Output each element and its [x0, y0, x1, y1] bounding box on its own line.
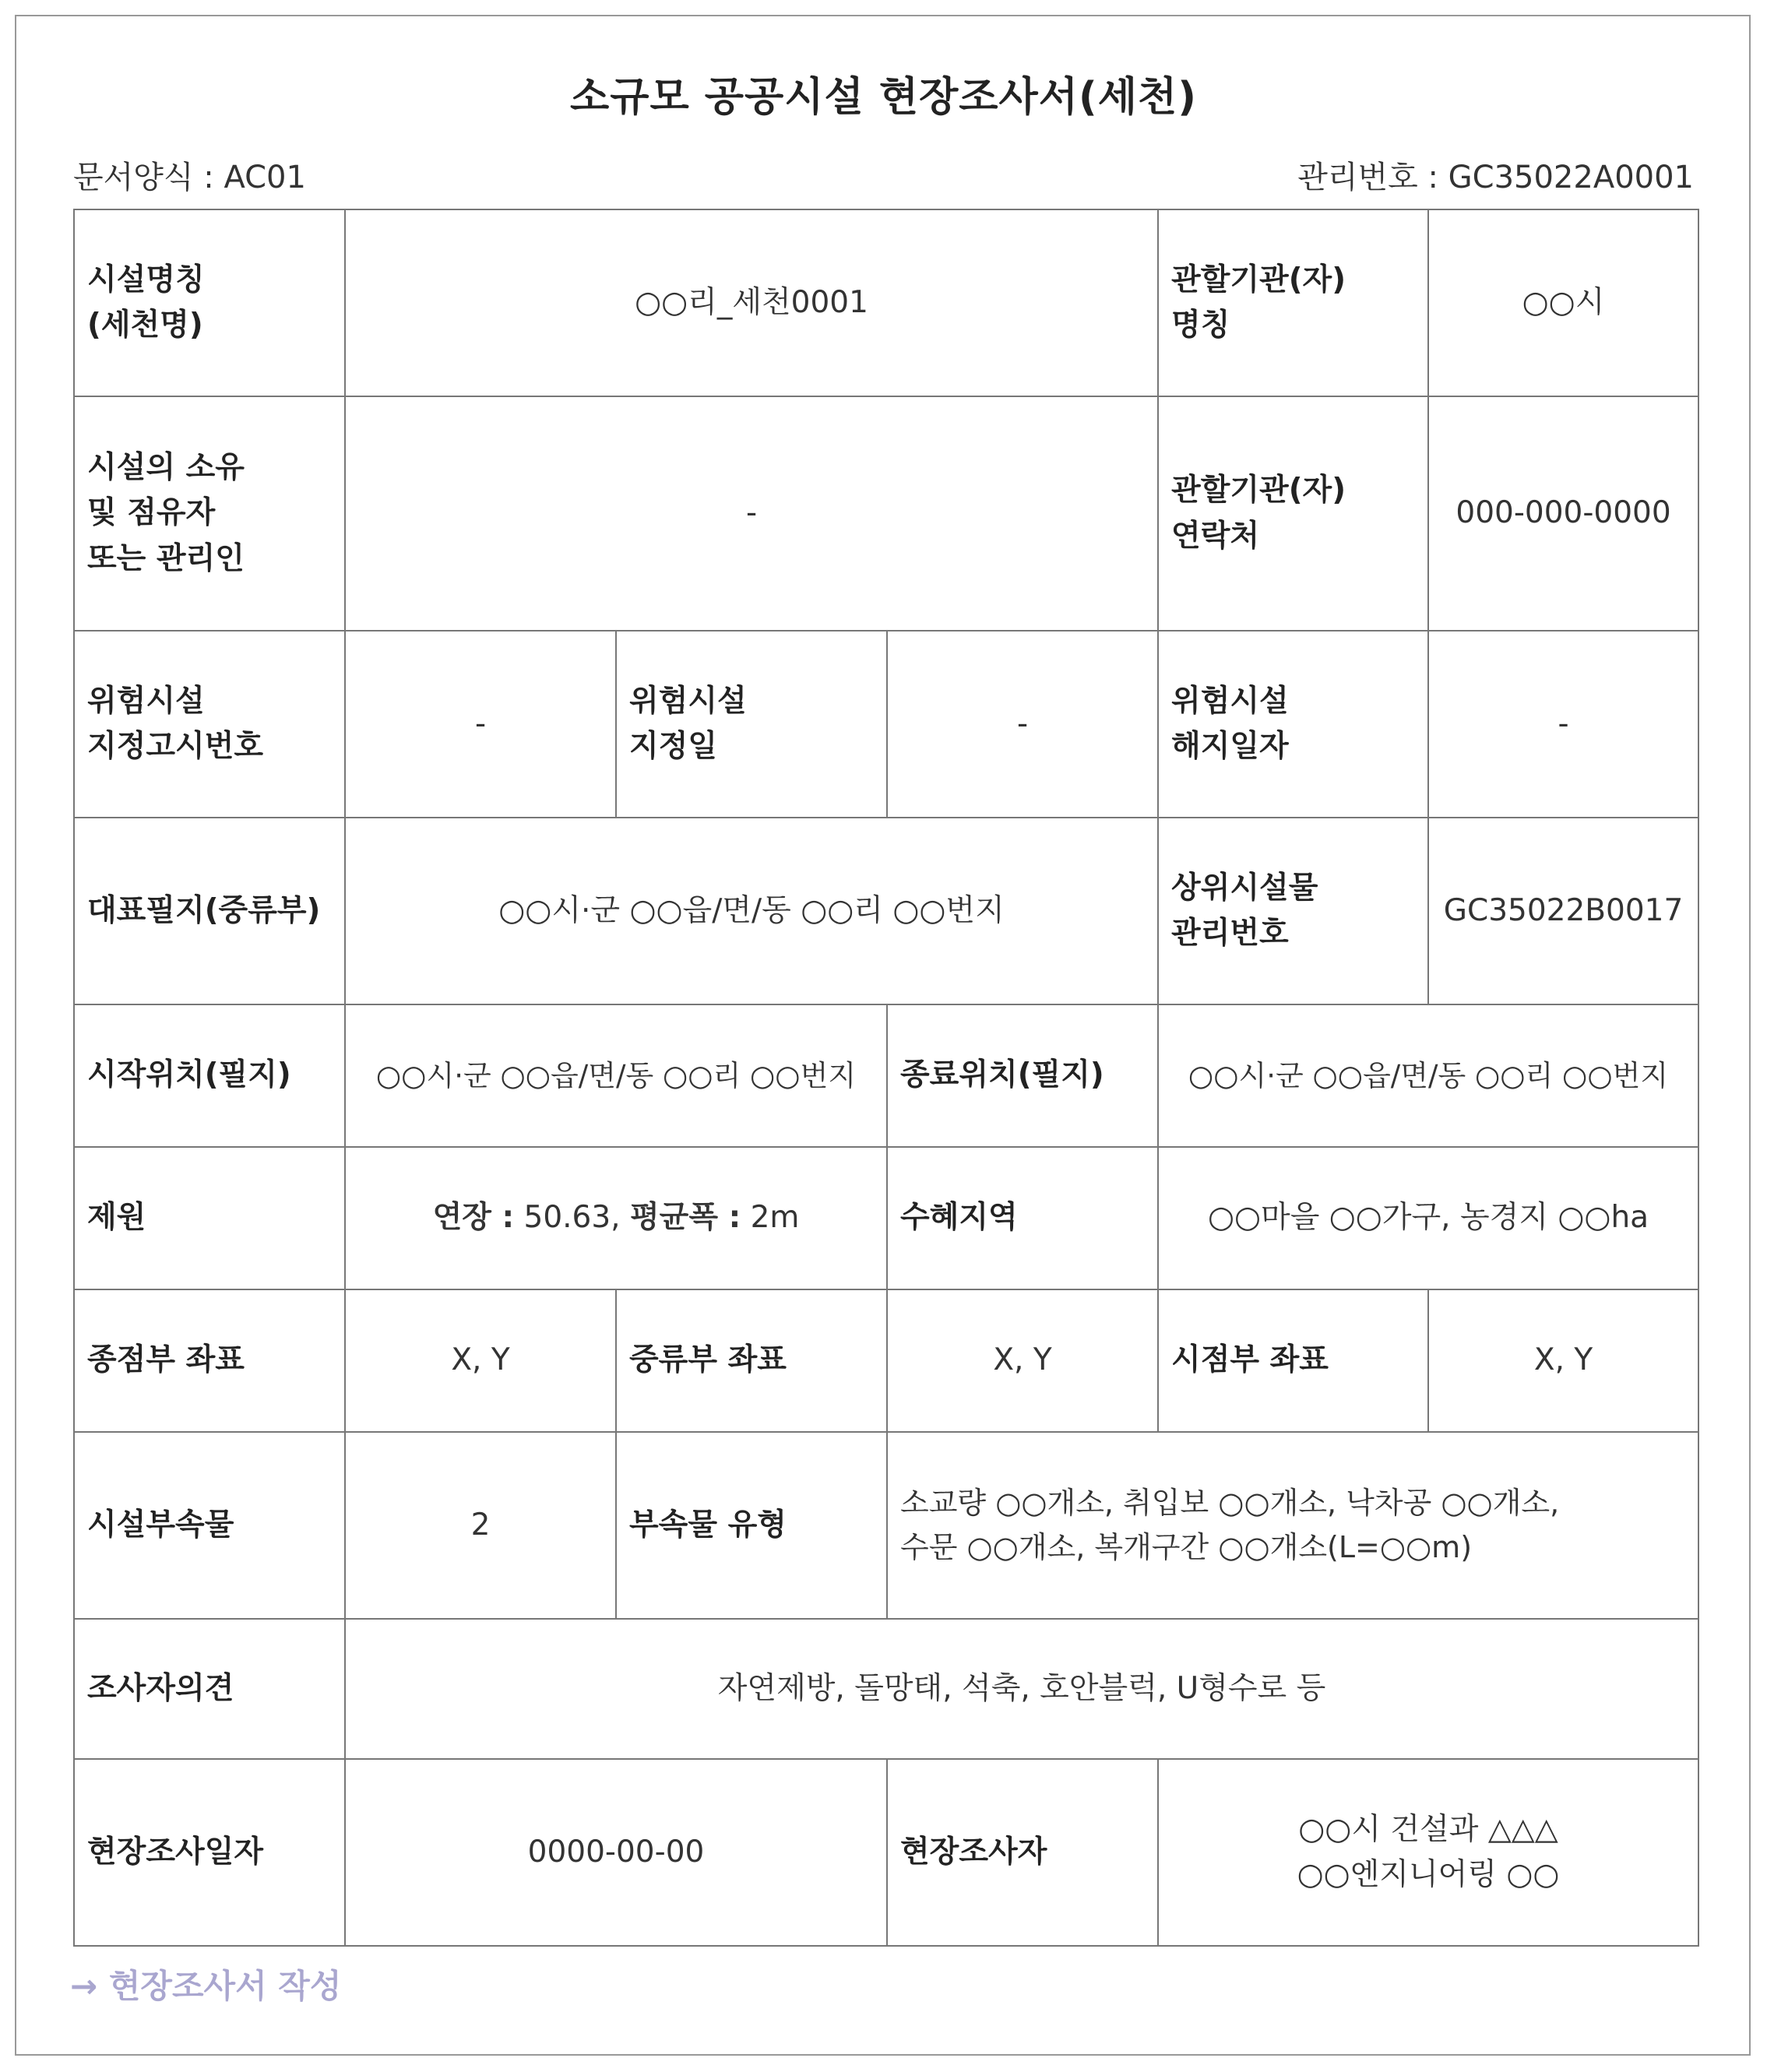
start-location-label: 시작위치(필지) — [74, 1004, 345, 1147]
end-location-value: ○○시·군 ○○읍/면/동 ○○리 ○○번지 — [1158, 1004, 1698, 1147]
opinion-label: 조사자의견 — [74, 1619, 345, 1759]
start-coord-value: X, Y — [1428, 1289, 1698, 1432]
hazard-notice-label: 위험시설 지정고시번호 — [74, 631, 345, 818]
attachment-type-value: 소교량 ○○개소, 취입보 ○○개소, 낙차공 ○○개소, 수문 ○○개소, 복개구간 ○○개소(L=○○m) — [887, 1432, 1698, 1619]
table-row — [74, 818, 1698, 1004]
owner-label: 시설의 소유 및 점유자 또는 관리인 — [74, 396, 345, 631]
hazard-date-value: - — [887, 631, 1158, 818]
start-location-value: ○○시·군 ○○읍/면/동 ○○리 ○○번지 — [345, 1004, 887, 1147]
table-row — [74, 1432, 1698, 1619]
hazard-release-value: - — [1428, 631, 1698, 818]
agency-name-label: 관할기관(자) 명칭 — [1158, 209, 1428, 396]
opinion-value: 자연제방, 돌망태, 석축, 호안블럭, U형수로 등 — [345, 1619, 1698, 1759]
agency-contact-value: 000-000-0000 — [1428, 396, 1698, 631]
agency-contact-label: 관할기관(자) 연락처 — [1158, 396, 1428, 631]
spec-label: 제원 — [74, 1147, 345, 1289]
attachment-label: 시설부속물 — [74, 1432, 345, 1619]
agency-name-value: ○○시 — [1428, 209, 1698, 396]
end-coord-value: X, Y — [345, 1289, 616, 1432]
mid-coord-value: X, Y — [887, 1289, 1158, 1432]
facility-name-label: 시설명칭 (세천명) — [74, 209, 345, 396]
write-survey-link[interactable]: → 현장조사서 작성 — [70, 1967, 342, 2005]
facility-name-value: ○○리_세천0001 — [345, 209, 1158, 396]
rep-parcel-label: 대표필지(중류부) — [74, 818, 345, 1004]
spec-length-value: 50.63, — [514, 1200, 630, 1236]
end-coord-label: 종점부 좌표 — [74, 1289, 345, 1432]
hazard-release-label: 위험시설 해지일자 — [1158, 631, 1428, 818]
rep-parcel-value: ○○시·군 ○○읍/면/동 ○○리 ○○번지 — [345, 818, 1158, 1004]
page-title: 소규모 공공시설 현장조사서(세천) — [570, 74, 1197, 121]
table-row — [74, 396, 1698, 631]
document-form-code: 문서양식 : AC01 — [73, 160, 306, 195]
parent-facility-label: 상위시설물 관리번호 — [1158, 818, 1428, 1004]
surveyor-label: 현장조사자 — [887, 1759, 1158, 1946]
attachment-count: 2 — [345, 1432, 616, 1619]
table-row — [74, 1759, 1698, 1946]
hazard-notice-value: - — [345, 631, 616, 818]
table-row — [74, 1289, 1698, 1432]
spec-value — [345, 1147, 887, 1289]
spec-length-key: 연장 : — [432, 1200, 515, 1236]
parent-facility-value: GC35022B0017 — [1428, 818, 1698, 1004]
table-row — [74, 1147, 1698, 1289]
survey-date-value: 0000-00-00 — [345, 1759, 887, 1946]
table-row — [74, 1619, 1698, 1759]
table-row — [74, 631, 1698, 818]
table-row — [74, 209, 1698, 396]
surveyor-value: ○○시 건설과 △△△ ○○엔지니어링 ○○ — [1158, 1759, 1698, 1946]
survey-date-label: 현장조사일자 — [74, 1759, 345, 1946]
spec-width-value: 2m — [741, 1200, 800, 1236]
attachment-type-label: 부속물 유형 — [616, 1432, 887, 1619]
benefit-area-value: ○○마을 ○○가구, 농경지 ○○ha — [1158, 1147, 1698, 1289]
survey-table — [73, 209, 1699, 1947]
end-location-label: 종료위치(필지) — [887, 1004, 1158, 1147]
management-number: 관리번호 : GC35022A0001 — [1297, 160, 1694, 195]
mid-coord-label: 중류부 좌표 — [616, 1289, 887, 1432]
spec-width-key: 평균폭 : — [629, 1200, 741, 1236]
benefit-area-label: 수혜지역 — [887, 1147, 1158, 1289]
hazard-date-label: 위험시설 지정일 — [616, 631, 887, 818]
owner-value: - — [345, 396, 1158, 631]
table-row — [74, 1004, 1698, 1147]
start-coord-label: 시점부 좌표 — [1158, 1289, 1428, 1432]
